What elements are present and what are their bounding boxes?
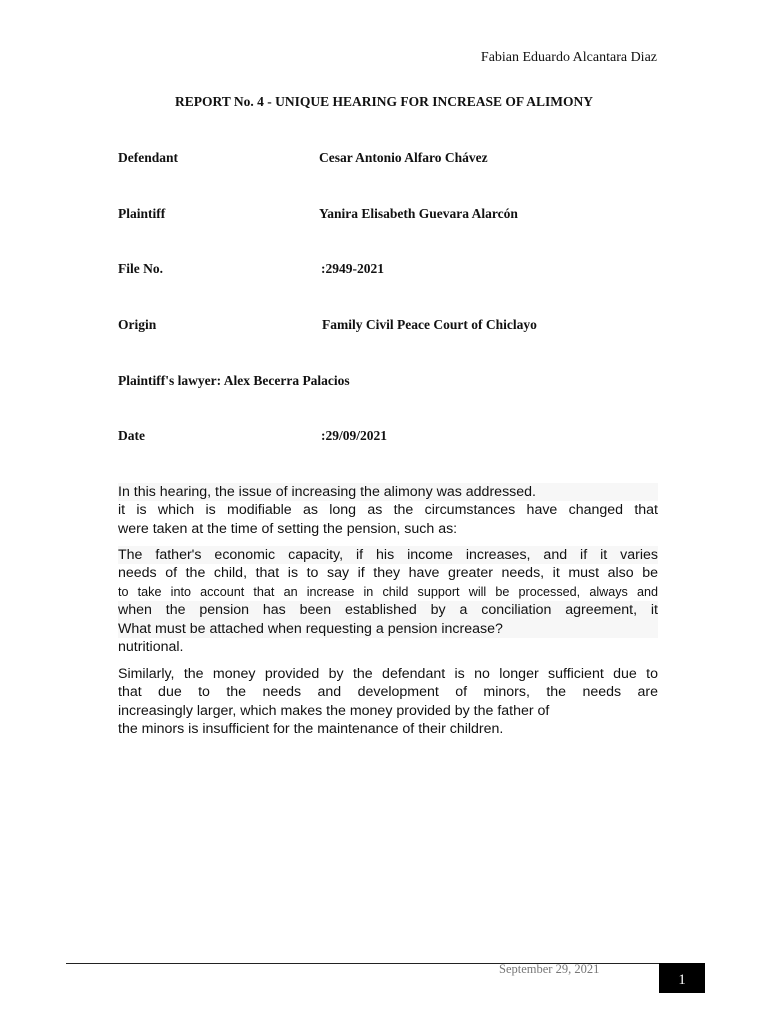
paragraph-line: it is which is modifiable as long as the circumstances have changed that bbox=[118, 502, 658, 519]
origin-value: Family Civil Peace Court of Chiclayo bbox=[322, 317, 537, 332]
date-value: :29/09/2021 bbox=[321, 428, 387, 443]
file-no-label: File No. bbox=[118, 261, 163, 276]
paragraph-line: nutritional. bbox=[118, 639, 184, 656]
footer-date: September 29, 2021 bbox=[499, 962, 600, 976]
paragraph-line: The father's economic capacity, if his income increases, and if it varies bbox=[118, 547, 658, 563]
paragraph-line: needs of the child, that is to say if they have greater needs, it must also be bbox=[118, 565, 658, 582]
date-label: Date bbox=[118, 428, 145, 443]
report-title: REPORT No. 4 - UNIQUE HEARING FOR INCREASE OF ALIMONY bbox=[174, 94, 594, 109]
paragraph-line: to take into account that an increase in child support will be processed, always and bbox=[118, 584, 658, 599]
defendant-value: Cesar Antonio Alfaro Chávez bbox=[319, 150, 488, 165]
defendant-label: Defendant bbox=[118, 150, 178, 165]
file-no-value: :2949-2021 bbox=[321, 261, 384, 276]
paragraph-line: In this hearing, the issue of increasing the alimony was addressed. bbox=[118, 483, 658, 501]
paragraph-1 bbox=[118, 483, 658, 538]
plaintiff-value: Yanira Elisabeth Guevara Alarcón bbox=[319, 206, 518, 221]
author-name: Fabian Eduardo Alcantara Diaz bbox=[480, 50, 657, 65]
plaintiff-label: Plaintiff bbox=[118, 206, 166, 221]
paragraph-line: were taken at the time of setting the pension, such as: bbox=[118, 520, 458, 537]
paragraph-2 bbox=[118, 546, 658, 656]
paragraph-line: the minors is insufficient for the maintenance of their children. bbox=[118, 721, 504, 738]
paragraph-line: What must be attached when requesting a pension increase? bbox=[118, 620, 658, 638]
paragraph-line: that due to the needs and development of minors, the needs are bbox=[118, 684, 658, 701]
paragraph-line: Similarly, the money provided by the defendant is no longer sufficient due to bbox=[118, 666, 658, 682]
origin-label: Origin bbox=[118, 317, 157, 332]
page-number: 1 bbox=[659, 963, 705, 993]
plaintiff-lawyer: Plaintiff's lawyer: Alex Becerra Palacios bbox=[118, 373, 350, 388]
paragraph-line: when the pension has been established by a conciliation agreement, it bbox=[118, 602, 658, 619]
paragraph-3 bbox=[118, 665, 658, 739]
paragraph-line: increasingly larger, which makes the money provided by the father of bbox=[118, 702, 550, 719]
